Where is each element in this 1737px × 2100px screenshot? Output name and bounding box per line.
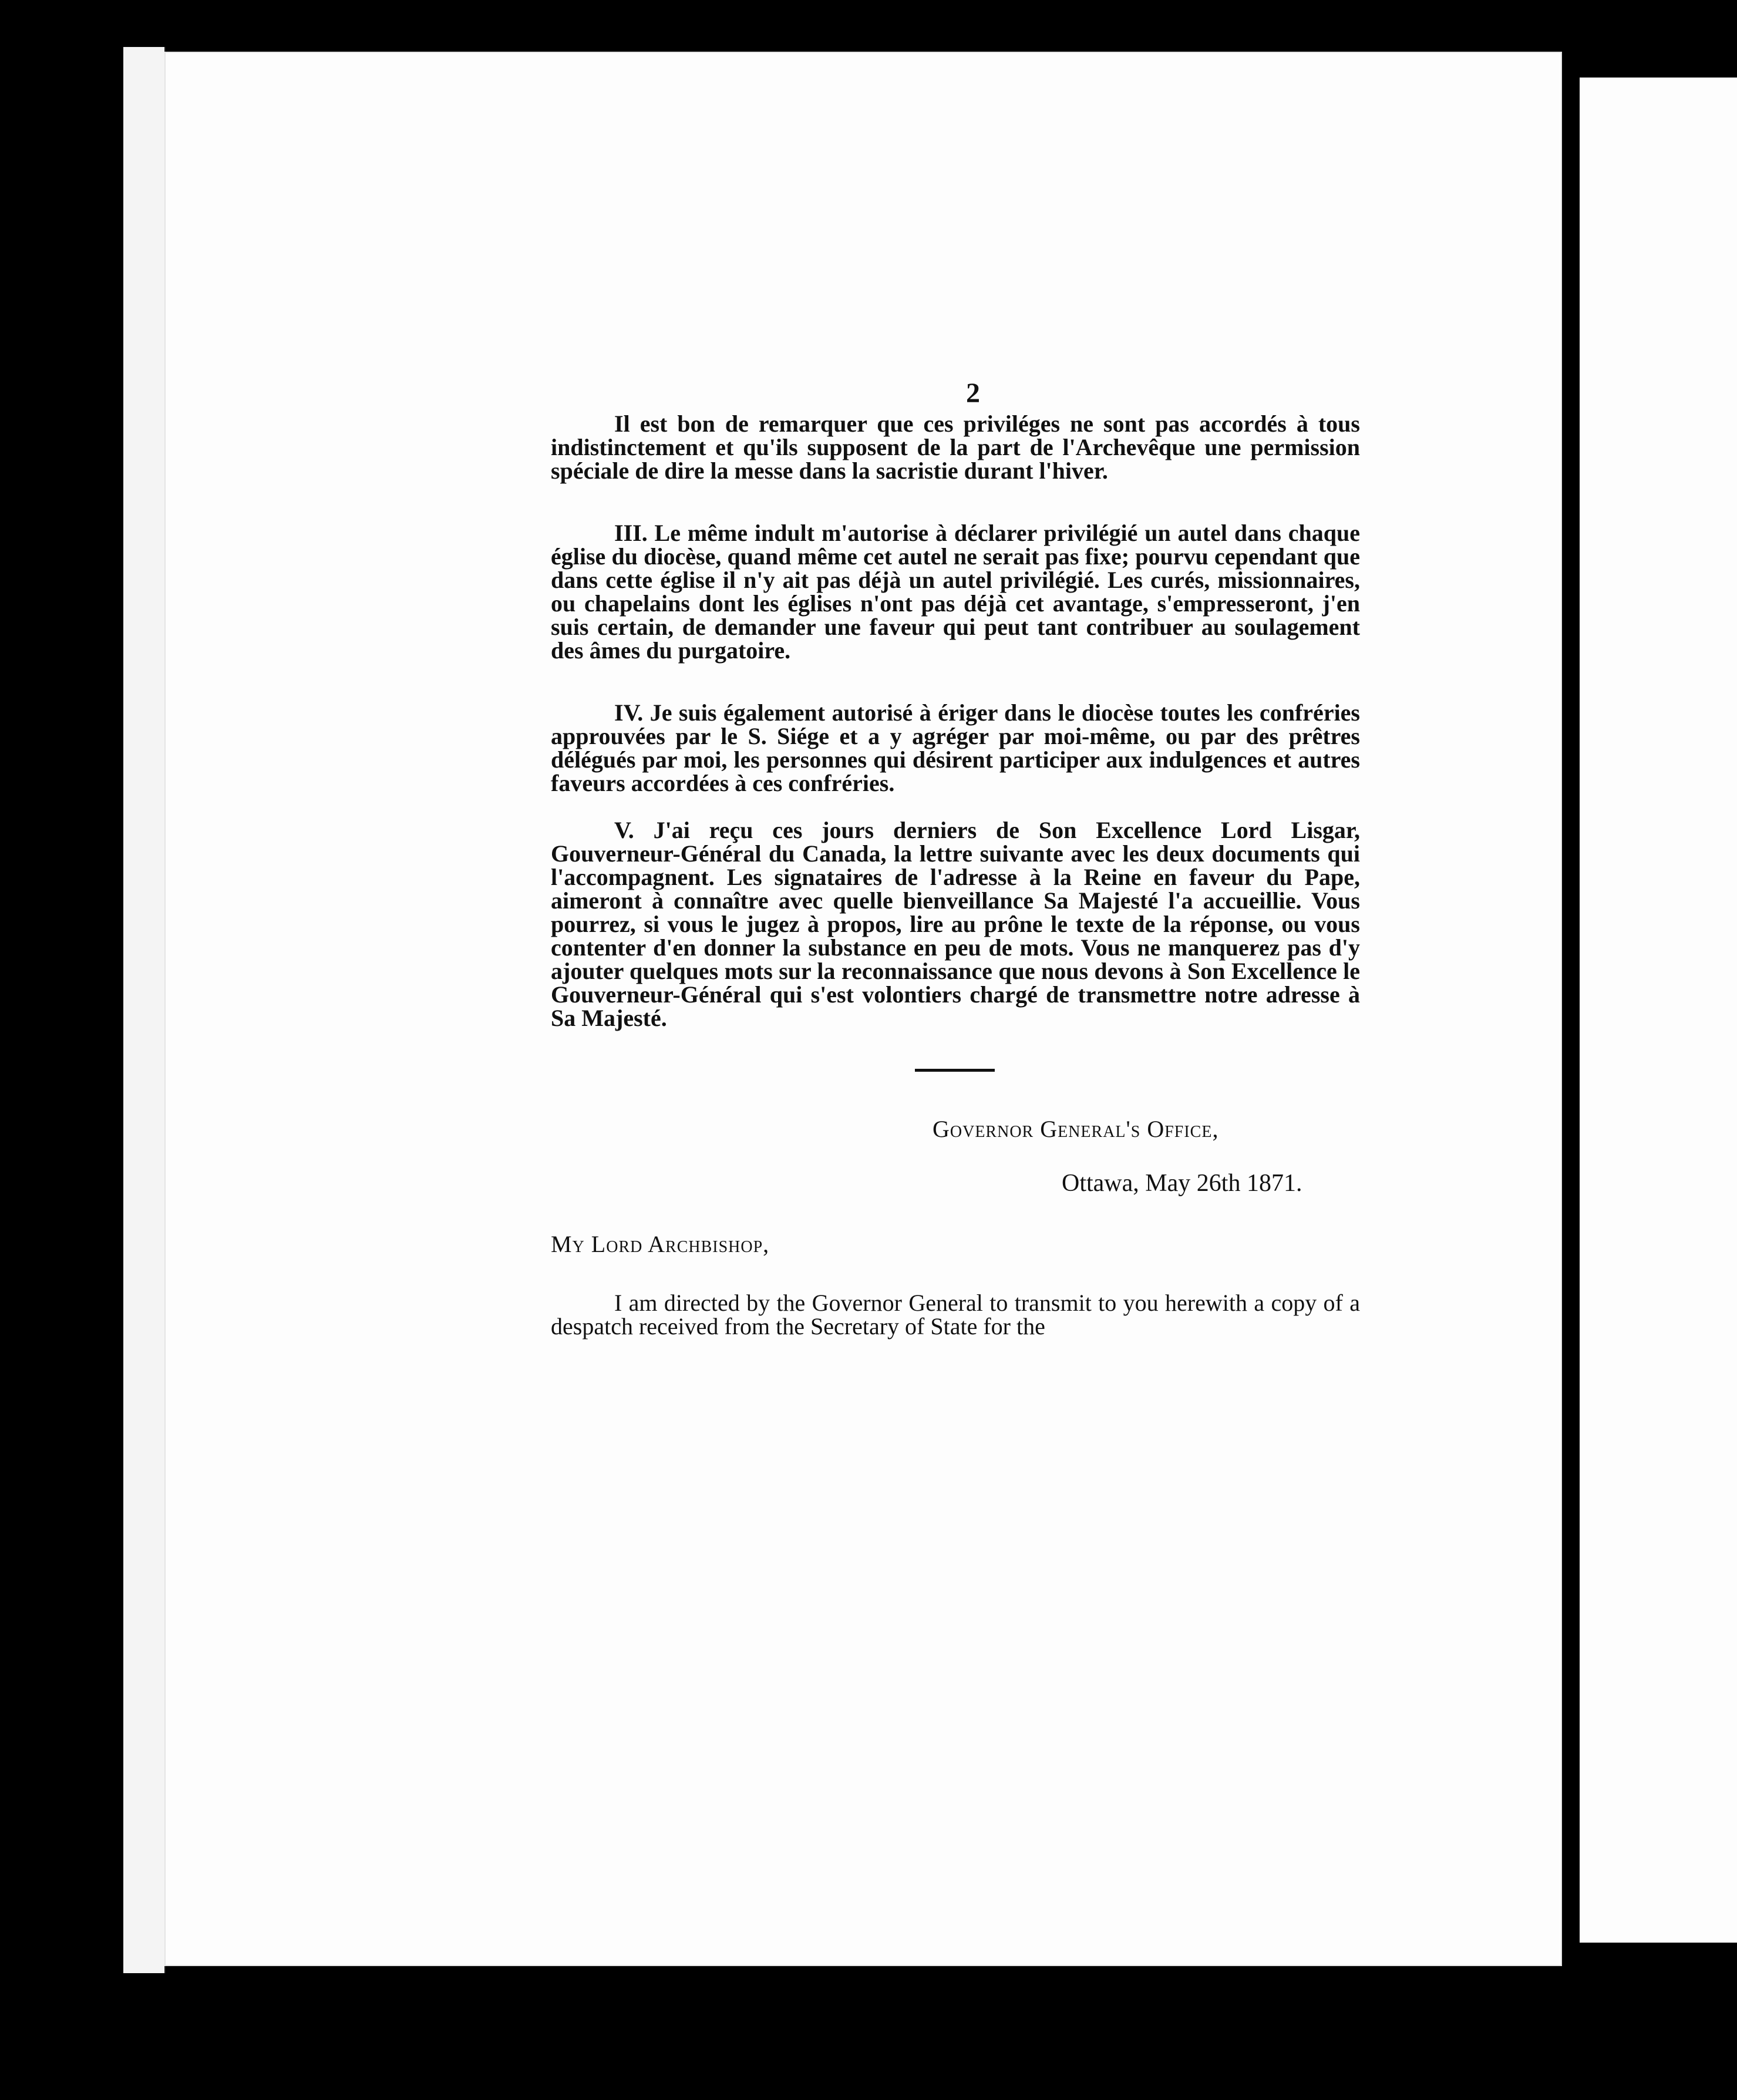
letter-body: I am directed by the Governor General to transmit to you herewith a copy of a despatch received from the Secretary of State for the — [551, 1290, 1360, 1340]
paragraph-iii: III. Le même indult m'autorise à déclarer privilégié un autel dans chaque église du diocèse, quand même cet autel ne serait pas fixe; pourvu cependant que dans cette église il n'y ait pas déjà un autel privilégié. Les curés, missionnaires, ou chapelains dont les églises n'ont pas déjà cet avantage, s'empresseront, j'en suis certain, de demander une faveur qui peut tant contribuer au soulagement des âmes du purgatoire. — [551, 520, 1360, 664]
paragraph-v: V. J'ai reçu ces jours derniers de Son Excellence Lord Lisgar, Gouverneur-Général du Canada, la lettre suivante avec les deux documents qui l'accompagnent. Les signataires de l'adresse à la Reine en faveur du Pape, aimeront à connaître avec quelle bienveillance Sa Majesté l'a accueillie. Vous pourrez, si vous le jugez à propos, lire au prône le texte de la réponse, ou vous contenter d'en donner la substance en peu de mots. Vous ne manquerez pas d'y ajouter quelques mots sur la reconnaissance que nous devons à Son Excellence le Gouverneur-Général qui s'est volontiers chargé de transmettre notre adresse à Sa Majesté. — [551, 817, 1360, 1031]
paragraph-intro: Il est bon de remarquer que ces priviléges ne sont pas accordés à tous indistinctement et qu'ils supposent de la part de l'Archevêque une permission spéciale de dire la messe dans la sacristie durant l'hiver. — [551, 410, 1360, 484]
facing-page — [1580, 78, 1737, 1943]
office-heading: Governor General's Office, — [933, 1116, 1219, 1142]
page-text — [551, 378, 1360, 1340]
page-edge — [147, 68, 166, 1959]
divider-rule — [915, 1069, 995, 1072]
dateline: Ottawa, May 26th 1871. — [1062, 1170, 1302, 1197]
page-number: 2 — [966, 378, 980, 409]
paragraph-iv: IV. Je suis également autorisé à ériger dans le diocèse toutes les confréries approuvées par le S. Siége et a y agréger par moi-même, ou par des prêtres délégués par moi, les personnes qui désirent participer aux indulgences et autres faveurs accordées à ces confréries. — [551, 699, 1360, 796]
salutation: My Lord Archbishop, — [551, 1231, 770, 1257]
